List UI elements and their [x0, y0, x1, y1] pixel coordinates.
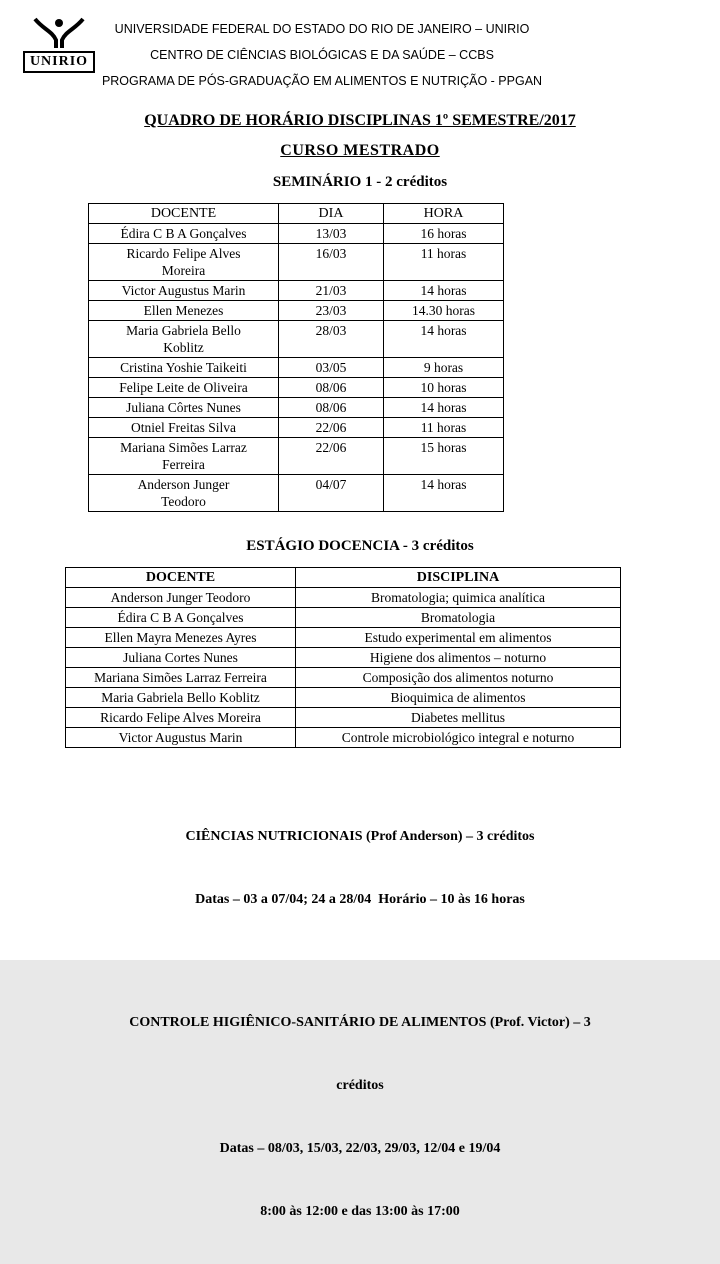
table-row [89, 301, 504, 321]
seminario-heading: SEMINÁRIO 1 - 2 créditos [272, 174, 448, 190]
course-subtitle [0, 142, 720, 160]
docente-cell: Anderson Junger Teodoro [66, 588, 296, 608]
table-row [89, 438, 504, 475]
docente-cell: Ellen Menezes [89, 301, 279, 321]
disciplina-cell: Higiene dos alimentos – noturno [296, 648, 621, 668]
dia-cell: 13/03 [279, 224, 384, 244]
docente-cell: Édira C B A Gonçalves [89, 224, 279, 244]
docente-cell: Mariana Simões Larraz Ferreira [66, 668, 296, 688]
docente-cell: Ellen Mayra Menezes Ayres [66, 628, 296, 648]
hora-cell: 11 horas [384, 244, 504, 281]
column-header-disciplina: DISCIPLINA [296, 568, 621, 588]
table-row [66, 668, 621, 688]
dia-cell: 04/07 [279, 475, 384, 512]
university-name-line: UNIVERSIDADE FEDERAL DO ESTADO DO RIO DE JANEIRO – UNIRIO [114, 22, 530, 36]
footer-ciencias-nutricionais [0, 784, 720, 952]
hora-cell: 10 horas [384, 378, 504, 398]
hora-cell: 16 horas [384, 224, 504, 244]
course-subtitle-text: CURSO MESTRADO [280, 142, 440, 159]
unirio-logo [16, 16, 102, 73]
table-row [66, 608, 621, 628]
disciplina-cell: Estudo experimental em alimentos [296, 628, 621, 648]
header-lines [62, 16, 582, 94]
dia-cell: 22/06 [279, 418, 384, 438]
dia-cell: 21/03 [279, 281, 384, 301]
disciplina-cell: Controle microbiológico integral e noturno [296, 728, 621, 748]
table-row [89, 321, 504, 358]
disciplina-cell: Bromatologia; quimica analítica [296, 588, 621, 608]
table-row [89, 398, 504, 418]
program-name-line: PROGRAMA DE PÓS-GRADUAÇÃO EM ALIMENTOS E NUTRIÇÃO - PPGAN [101, 74, 543, 88]
docente-cell: Victor Augustus Marin [66, 728, 296, 748]
table-row [66, 648, 621, 668]
hora-cell: 14.30 horas [384, 301, 504, 321]
table-row [66, 708, 621, 728]
docente-cell: Édira C B A Gonçalves [66, 608, 296, 628]
table-row [66, 728, 621, 748]
docente-cell: Juliana Côrtes Nunes [89, 398, 279, 418]
disciplina-cell: Composição dos alimentos noturno [296, 668, 621, 688]
hora-cell: 15 horas [384, 438, 504, 475]
column-header-docente: DOCENTE [66, 568, 296, 588]
table-row [89, 378, 504, 398]
column-header-hora: HORA [384, 204, 504, 224]
docente-cell: Ricardo Felipe Alves Moreira [89, 244, 279, 281]
hora-cell: 14 horas [384, 321, 504, 358]
logo-text: UNIRIO [23, 51, 95, 73]
docente-cell: Anderson Junger Teodoro [89, 475, 279, 512]
docente-cell: Maria Gabriela Bello Koblitz [66, 688, 296, 708]
docente-cell: Cristina Yoshie Taikeiti [89, 358, 279, 378]
table-row [89, 281, 504, 301]
table-row [66, 628, 621, 648]
page-title [0, 112, 720, 130]
disciplina-cell: Bromatologia [296, 608, 621, 628]
unirio-emblem-icon [29, 16, 89, 50]
estagio-table [65, 567, 621, 748]
footer-controle-higienico [0, 970, 720, 1264]
docente-cell: Juliana Cortes Nunes [66, 648, 296, 668]
page-title-text: QUADRO DE HORÁRIO DISCIPLINAS 1º SEMESTRE/2017 [144, 112, 576, 129]
table-row [89, 244, 504, 281]
disciplina-cell: Diabetes mellitus [296, 708, 621, 728]
docente-cell: Otniel Freitas Silva [89, 418, 279, 438]
footer-line: Datas – 03 a 07/04; 24 a 28/04 Horário – 10 às 16 horas [195, 892, 525, 907]
table-row [89, 475, 504, 512]
hora-cell: 14 horas [384, 475, 504, 512]
hora-cell: 11 horas [384, 418, 504, 438]
dia-cell: 08/06 [279, 398, 384, 418]
dia-cell: 22/06 [279, 438, 384, 475]
hora-cell: 9 horas [384, 358, 504, 378]
footer-line: Datas – 08/03, 15/03, 22/03, 29/03, 12/04 e 19/04 [219, 1141, 501, 1156]
docente-cell: Ricardo Felipe Alves Moreira [66, 708, 296, 728]
footer-line: 8:00 às 12:00 e das 13:00 às 17:00 [260, 1204, 460, 1219]
table-header-row [89, 204, 504, 224]
dia-cell: 23/03 [279, 301, 384, 321]
docente-cell: Victor Augustus Marin [89, 281, 279, 301]
footer-line: CONTROLE HIGIÊNICO-SANITÁRIO DE ALIMENTOS (Prof. Victor) – 3 [129, 1015, 591, 1030]
center-name-line: CENTRO DE CIÊNCIAS BIOLÓGICAS E DA SAÚDE – CCBS [150, 48, 494, 62]
docente-cell: Mariana Simões Larraz Ferreira [89, 438, 279, 475]
table-row [89, 418, 504, 438]
docente-cell: Felipe Leite de Oliveira [89, 378, 279, 398]
table-header-row [66, 568, 621, 588]
footer-line: créditos [336, 1078, 384, 1093]
table-row [66, 588, 621, 608]
docente-cell: Maria Gabriela Bello Koblitz [89, 321, 279, 358]
disciplina-cell: Bioquimica de alimentos [296, 688, 621, 708]
dia-cell: 16/03 [279, 244, 384, 281]
column-header-dia: DIA [279, 204, 384, 224]
footer-line: CIÊNCIAS NUTRICIONAIS (Prof Anderson) – 3 créditos [185, 829, 535, 844]
table-row [89, 358, 504, 378]
hora-cell: 14 horas [384, 398, 504, 418]
column-header-docente: DOCENTE [89, 204, 279, 224]
table-row [66, 688, 621, 708]
hora-cell: 14 horas [384, 281, 504, 301]
document-header [0, 0, 720, 96]
seminario-table [88, 203, 504, 512]
dia-cell: 03/05 [279, 358, 384, 378]
dia-cell: 08/06 [279, 378, 384, 398]
table-row [89, 224, 504, 244]
dia-cell: 28/03 [279, 321, 384, 358]
estagio-heading: ESTÁGIO DOCENCIA - 3 créditos [246, 538, 474, 554]
